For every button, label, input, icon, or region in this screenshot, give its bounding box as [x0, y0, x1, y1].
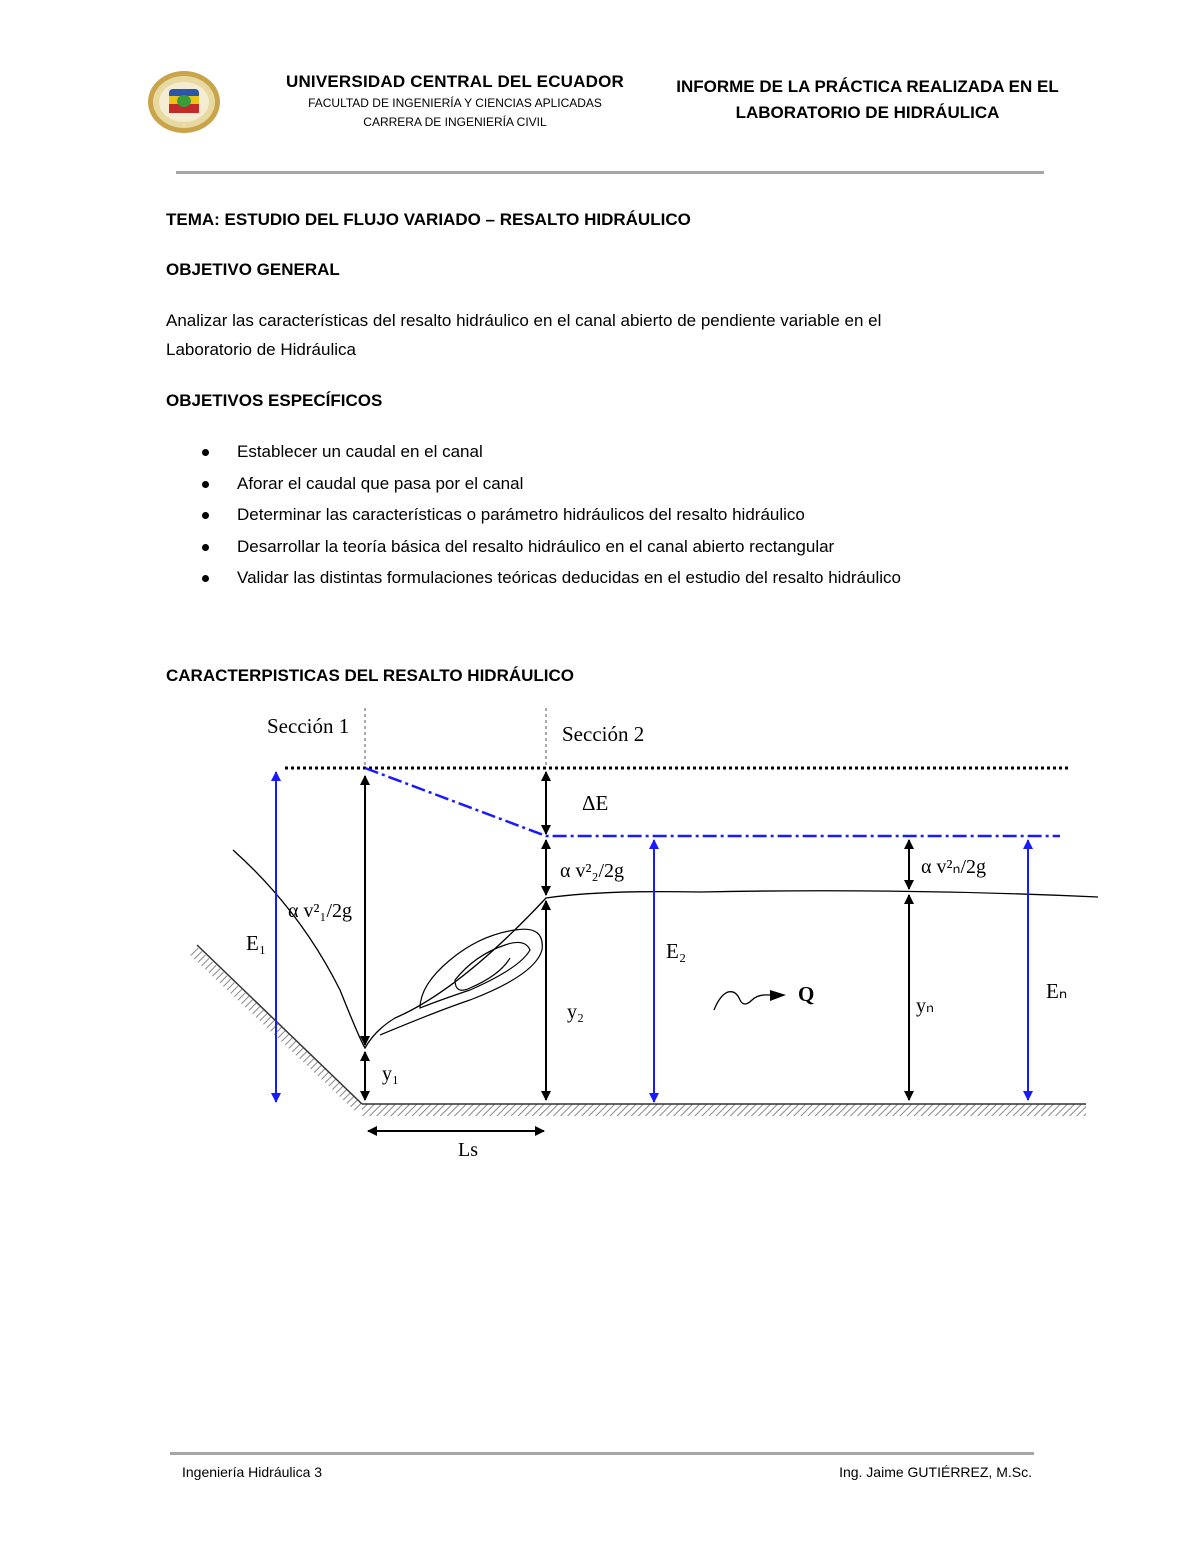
characteristics-heading: CARACTERPISTICAS DEL RESALTO HIDRÁULICO [166, 666, 575, 685]
report-title-line2: LABORATORIO DE HIDRÁULICA [735, 103, 1000, 122]
velocity-head-1-label: α v²₁/2g [288, 900, 353, 922]
general-objective-line2: Laboratorio de Hidráulica [166, 340, 356, 359]
list-item: Desarrollar la teoría básica del resalto hidráulico en el canal abierto rectangular [166, 532, 1036, 564]
footer-author: Ing. Jaime GUTIÉRREZ, M.Sc. [839, 1464, 1032, 1480]
general-objective-line1: Analizar las características del resalto hidráulico en el canal abierto de pendiente variable en el [166, 311, 882, 330]
channel-bed [362, 1104, 1086, 1116]
depth-y1-label: y₁ [382, 1063, 399, 1085]
list-item: Aforar el caudal que pasa por el canal [166, 469, 1036, 501]
jump-length-label: Ls [458, 1139, 478, 1161]
energy-grade-line [365, 768, 1060, 836]
specific-objectives-heading: OBJETIVOS ESPECÍFICOS [166, 391, 383, 410]
flow-direction-icon [714, 992, 770, 1010]
topic-heading: TEMA: ESTUDIO DEL FLUJO VARIADO – RESALTO HIDRÁULICO [166, 210, 691, 229]
career-name: CARRERA DE INGENIERÍA CIVIL [363, 115, 547, 129]
footer-divider [170, 1452, 1034, 1455]
depth-yn-label: yₙ [916, 995, 934, 1017]
list-item: Validar las distintas formulaciones teóricas deducidas en el estudio del resalto hidráulico [166, 563, 1036, 595]
depth-y2-label: y₂ [567, 1001, 584, 1023]
report-title-line1: INFORME DE LA PRÁCTICA REALIZADA EN EL [676, 77, 1059, 96]
energy-en-label: Eₙ [1046, 979, 1068, 1003]
section2-label: Sección 2 [562, 722, 645, 746]
faculty-name: FACULTAD DE INGENIERÍA Y CIENCIAS APLICADAS [308, 96, 602, 110]
energy-e1-label: E₁ [246, 931, 267, 955]
footer-course: Ingeniería Hidráulica 3 [182, 1464, 323, 1480]
university-name: UNIVERSIDAD CENTRAL DEL ECUADOR [285, 72, 625, 91]
general-objective-heading: OBJETIVO GENERAL [166, 260, 340, 279]
energy-e2-label: E₂ [666, 939, 687, 963]
flow-arrowhead-icon [770, 990, 786, 1001]
velocity-head-n-label: α v²ₙ/2g [921, 856, 986, 878]
list-item: Determinar las características o parámetro hidráulicos del resalto hidráulico [166, 500, 1036, 532]
list-item: Establecer un caudal en el canal [166, 437, 1036, 469]
section1-label: Sección 1 [267, 714, 350, 738]
delta-e-label: ΔE [582, 791, 609, 815]
jump-roller [380, 929, 542, 1035]
velocity-head-2-label: α v²₂/2g [560, 860, 625, 882]
flow-q-label: Q [798, 982, 815, 1006]
sloped-bed-line [197, 945, 362, 1104]
